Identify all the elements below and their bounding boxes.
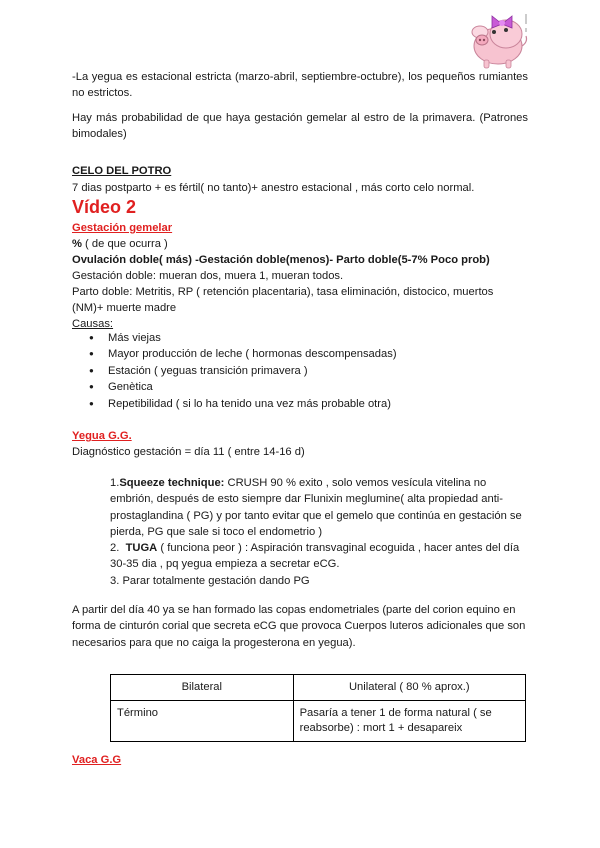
item1-number: 1. bbox=[110, 477, 120, 489]
tuga-label: TUGA bbox=[125, 542, 158, 554]
table-row bbox=[111, 701, 526, 742]
dia40-paragraph: A partir del día 40 ya se han formado las copas endometriales (parte del corion equino en forma de cinturón corial que secreta eCG que provoca Cuerpos luteros adicionales que son necesarios para que no caiga la progesterona en yegua). bbox=[72, 604, 526, 649]
table-header-cell: Unilateral ( 80 % aprox.) bbox=[293, 675, 525, 701]
gestacion-doble-line: Gestación doble: mueran dos, muera 1, mueran todos. bbox=[72, 270, 344, 282]
percent-note: ( de que ocurra ) bbox=[81, 238, 168, 250]
celo-heading: CELO DEL POTRO bbox=[72, 165, 172, 177]
tuga-text: ( funciona peor ) : Aspiración transvaginal ecoguida , hacer antes del día 30-35 dia , pq yegua empieza a secretar eCG. bbox=[110, 542, 520, 571]
squeeze-label: Squeeze technique: bbox=[119, 477, 225, 489]
list-item: ● Estación ( yeguas transición primavera ) bbox=[108, 363, 528, 379]
ovulacion-line: Ovulación doble( más) -Gestación doble(menos)- Parto doble(5-7% Poco prob) bbox=[72, 254, 490, 266]
celo-text: 7 dias postparto + es fértil( no tanto)+ anestro estacional , más corto celo normal. bbox=[72, 182, 475, 194]
table-header-row bbox=[111, 675, 526, 701]
comparison-table bbox=[110, 674, 526, 742]
video-title: Vídeo 2 bbox=[72, 197, 137, 217]
vaca-heading: Vaca G.G bbox=[72, 754, 122, 766]
list-item: ● Repetibilidad ( si lo ha tenido una vez más probable otra) bbox=[108, 396, 528, 412]
list-item: ● Más viejas bbox=[108, 330, 528, 346]
table-header-cell: Bilateral bbox=[111, 675, 294, 701]
list-item: ● Mayor producción de leche ( hormonas descompensadas) bbox=[108, 346, 528, 362]
causas-list bbox=[72, 330, 528, 412]
list-item: ● Genètica bbox=[108, 379, 528, 395]
tuga-item bbox=[110, 540, 524, 573]
pig-mascot-icon bbox=[462, 6, 534, 72]
item2-number: 2. bbox=[110, 542, 120, 554]
parar-item: 3. Parar totalmente gestación dando PG bbox=[110, 575, 310, 587]
intro-paragraph-2: Hay más probabilidad de que haya gestación gemelar al estro de la primavera. (Patrones bimodales) bbox=[72, 112, 528, 141]
diagnostico-line: Diagnóstico gestación = día 11 ( entre 14-16 d) bbox=[72, 446, 305, 458]
parto-doble-line: Parto doble: Metritis, RP ( retención placentaria), tasa eliminación, distocico, muertos (NM)+ muerte madre bbox=[72, 286, 494, 315]
gestacion-percent-line bbox=[72, 236, 528, 252]
percent-symbol: % bbox=[72, 238, 82, 250]
intro-paragraph-1: -La yegua es estacional estricta (marzo-abril, septiembre-octubre), los pequeños rumiantes no estrictos. bbox=[72, 71, 528, 100]
squeeze-text: CRUSH 90 % exito , solo vemos vesícula vitelina no embrión, después de esto siempre dar Flunixin meglumine( alta propiedad anti-prostaglandina ( PG) y por tanto evitar que el gemelo que continúa en gestación se pierda, PG que sale si toco el endometrio ) bbox=[110, 477, 522, 539]
causas-label: Causas: bbox=[72, 318, 114, 330]
gestacion-heading: Gestación gemelar bbox=[72, 222, 173, 234]
table-cell: Pasaría a tener 1 de forma natural ( se reabsorbe) : mort 1 + desapareix bbox=[293, 701, 525, 742]
yegua-heading: Yegua G.G. bbox=[72, 430, 132, 442]
squeeze-item bbox=[110, 475, 524, 541]
table-cell: Término bbox=[111, 701, 294, 742]
